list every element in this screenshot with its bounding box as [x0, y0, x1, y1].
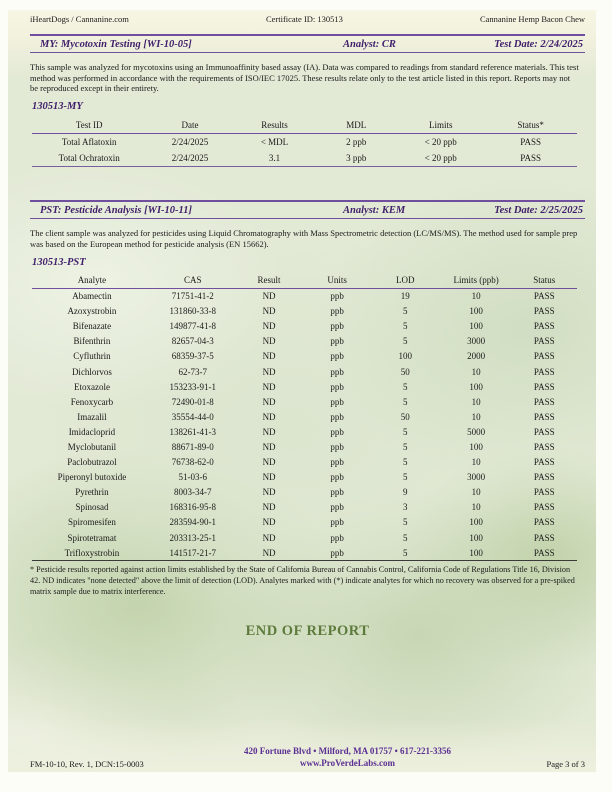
table-cell: ppb: [330, 411, 344, 422]
table-cell: ND: [262, 351, 276, 362]
table-header-row: [32, 117, 577, 134]
table-cell: 3: [403, 502, 408, 513]
table-cell: 203313-25-1: [169, 532, 217, 543]
table-cell: 100: [469, 306, 483, 317]
table-row: [32, 334, 577, 349]
table-cell: Cyfluthrin: [73, 351, 111, 362]
table-cell: 76738-62-0: [171, 457, 214, 468]
table-cell: PASS: [533, 396, 555, 407]
page-footer: [30, 745, 585, 769]
pesticide-results-table: [32, 272, 577, 562]
mycotoxin-section-title: MY: Mycotoxin Testing [WI-10-05]: [40, 39, 192, 50]
table-cell: 153233-91-1: [169, 381, 217, 392]
end-of-report-label: END OF REPORT: [245, 623, 370, 640]
table-column-header: Status*: [484, 117, 577, 134]
table-cell: 2 ppb: [346, 137, 367, 148]
table-cell: Piperonyl butoxide: [57, 472, 127, 483]
table-cell: 3.1: [234, 150, 316, 167]
table-cell: PASS: [533, 366, 555, 377]
table-row: [32, 485, 577, 500]
table-column-header: Test ID: [32, 117, 146, 134]
table-cell: 5: [403, 381, 408, 392]
table-row: [32, 394, 577, 409]
table-cell: PASS: [533, 306, 555, 317]
table-cell: 141517-21-7: [152, 545, 234, 561]
table-cell: 100: [469, 517, 483, 528]
table-cell: Bifenazate: [72, 321, 112, 332]
table-cell: ppb: [330, 351, 344, 362]
table-cell: Imazalil: [77, 411, 107, 422]
table-cell: ND: [262, 426, 276, 437]
table-row: [32, 304, 577, 319]
table-cell: ND: [262, 321, 276, 332]
table-cell: 35554-44-0: [171, 411, 214, 422]
table-cell: 138261-41-3: [169, 426, 217, 437]
table-row: [32, 349, 577, 364]
table-row: [32, 530, 577, 545]
table-row: [32, 288, 577, 304]
lab-contact-block: [200, 745, 495, 769]
table-row: [32, 455, 577, 470]
pesticide-sample-id: 130513-PST: [32, 256, 86, 268]
table-cell: < 20 ppb: [424, 137, 457, 148]
table-cell: PASS: [533, 457, 555, 468]
table-cell: Paclobutrazol: [67, 457, 117, 468]
table-cell: 3000: [467, 336, 486, 347]
table-cell: 2000: [467, 351, 486, 362]
table-cell: 100: [469, 381, 483, 392]
table-cell: ppb: [330, 426, 344, 437]
table-cell: 3000: [467, 472, 486, 483]
table-cell: 88671-89-0: [171, 442, 214, 452]
pesticide-analyst: Analyst: KEM: [343, 205, 406, 217]
table-cell: ND: [262, 291, 276, 302]
table-cell: ppb: [330, 502, 344, 513]
table-cell: ND: [262, 381, 276, 392]
table-cell: ND: [234, 545, 305, 561]
client-name: iHeartDogs / Cannanine.com: [30, 14, 129, 24]
table-cell: Abamectin: [72, 291, 112, 302]
table-cell: PASS: [533, 411, 555, 422]
table-cell: ND: [262, 366, 276, 377]
table-cell: 51-03-6: [178, 472, 208, 483]
table-cell: 2/24/2025: [146, 150, 233, 167]
table-cell: ND: [262, 472, 276, 483]
table-cell: 5: [403, 532, 408, 543]
certificate-id: Certificate ID: 130513: [265, 14, 343, 24]
table-cell: 8003-34-7: [174, 487, 212, 498]
table-cell: 149877-41-8: [169, 321, 217, 332]
table-cell: 283594-90-1: [169, 517, 217, 528]
page-header: [30, 14, 585, 24]
table-cell: 68359-37-5: [171, 351, 214, 362]
product-name: Cannanine Hemp Bacon Chew: [479, 14, 585, 24]
table-cell: Dichlorvos: [71, 366, 112, 377]
table-cell: 5: [403, 442, 408, 452]
table-cell: ppb: [304, 545, 369, 561]
pesticide-section-header: [30, 200, 585, 219]
table-row: [32, 424, 577, 439]
table-cell: PASS: [533, 351, 555, 362]
table-cell: PASS: [533, 472, 555, 483]
table-cell: PASS: [533, 502, 555, 513]
table-cell: Pyrethrin: [75, 487, 109, 498]
table-cell: PASS: [533, 487, 555, 498]
mycotoxin-analyst: Analyst: CR: [343, 39, 396, 50]
table-cell: Spinosad: [75, 502, 109, 513]
table-cell: PASS: [533, 532, 555, 543]
table-row: [32, 319, 577, 334]
document-control-number: FM-10-10, Rev. 1, DCN:15-0003: [30, 759, 144, 769]
table-cell: ppb: [330, 457, 344, 468]
table-cell: PASS: [533, 517, 555, 528]
table-cell: 50: [400, 366, 410, 377]
table-cell: ppb: [330, 381, 344, 392]
table-row: [32, 134, 577, 151]
table-cell: ND: [262, 396, 276, 407]
table-cell: ppb: [330, 291, 344, 302]
table-cell: ppb: [330, 532, 344, 543]
table-cell: Myclobutanil: [67, 442, 117, 452]
table-cell: 5: [403, 426, 408, 437]
table-cell: 131860-33-8: [169, 306, 217, 317]
table-cell: PASS: [533, 381, 555, 392]
table-cell: ppb: [330, 442, 344, 452]
table-row: [32, 379, 577, 394]
table-cell: PASS: [533, 291, 555, 302]
table-cell: 2/24/2025: [171, 137, 209, 148]
table-cell: 50: [400, 411, 410, 422]
table-cell: 5000: [467, 426, 486, 437]
table-row: [32, 515, 577, 530]
table-cell: 82657-04-3: [171, 336, 214, 347]
table-cell: Trifloxystrobin: [32, 545, 152, 561]
table-cell: Azoxystrobin: [67, 306, 117, 317]
table-column-header: Analyte: [32, 272, 152, 289]
table-cell: 5: [403, 336, 408, 347]
table-cell: ppb: [330, 366, 344, 377]
table-cell: ND: [262, 487, 276, 498]
table-cell: 71751-41-2: [171, 291, 214, 302]
table-row: [32, 500, 577, 515]
table-cell: PASS: [484, 150, 577, 167]
table-cell: 72490-01-8: [171, 396, 214, 407]
mycotoxin-test-date: Test Date: 2/24/2025: [494, 39, 583, 50]
table-cell: 10: [471, 487, 481, 498]
table-cell: 10: [471, 396, 481, 407]
table-cell: Spiromesifen: [67, 517, 116, 528]
table-cell: PASS: [512, 545, 577, 561]
table-cell: 5: [403, 396, 408, 407]
table-cell: Spirotetramat: [67, 532, 117, 543]
table-row: [32, 409, 577, 424]
table-column-header: MDL: [315, 117, 397, 134]
table-cell: 10: [471, 502, 481, 513]
table-cell: 10: [471, 411, 481, 422]
table-cell: 5: [403, 306, 408, 317]
table-cell: ND: [262, 532, 276, 543]
mycotoxin-results-table: [32, 117, 577, 167]
table-cell: 100: [469, 321, 483, 332]
table-cell: Fenoxycarb: [70, 396, 114, 407]
table-column-header: Date: [146, 117, 233, 134]
table-row: [32, 470, 577, 485]
table-cell: 100: [398, 351, 413, 362]
table-column-header: Status: [512, 272, 577, 289]
table-cell: 10: [471, 291, 481, 302]
lab-address: 420 Fortune Blvd • Milford, MA 01757 • 617-221-3356: [243, 745, 452, 756]
table-cell: Bifenthrin: [73, 336, 111, 347]
table-cell: ppb: [330, 396, 344, 407]
table-column-header: Results: [234, 117, 316, 134]
table-cell: ppb: [330, 336, 344, 347]
report-content: [30, 0, 585, 640]
table-cell: 100: [469, 532, 483, 543]
table-header-row: [32, 272, 577, 289]
table-cell: 62-73-7: [178, 366, 208, 377]
table-cell: ppb: [330, 306, 344, 317]
table-column-header: Result: [234, 272, 305, 289]
table-cell: ND: [262, 411, 276, 422]
table-cell: ND: [262, 502, 276, 513]
table-cell: 5: [370, 545, 441, 561]
table-cell: ND: [262, 306, 276, 317]
table-cell: 5: [403, 472, 408, 483]
table-column-header: LOD: [370, 272, 441, 289]
table-cell: 5: [403, 321, 408, 332]
table-cell: ND: [262, 517, 276, 528]
table-cell: ND: [262, 336, 276, 347]
table-cell: 100: [441, 545, 512, 561]
table-cell: ND: [262, 442, 276, 452]
table-cell: 5: [403, 457, 408, 468]
table-row: [32, 150, 577, 167]
table-cell: 168316-95-8: [169, 502, 217, 513]
table-cell: PASS: [533, 336, 555, 347]
table-row: [32, 439, 577, 454]
table-cell: 10: [471, 457, 481, 468]
pesticide-section-title: PST: Pesticide Analysis [WI-10-11]: [40, 205, 192, 217]
table-cell: PASS: [533, 442, 555, 452]
table-cell: 3 ppb: [315, 150, 397, 167]
table-cell: PASS: [533, 426, 555, 437]
table-column-header: CAS: [152, 272, 234, 289]
table-cell: Imidacloprid: [68, 426, 116, 437]
pesticide-footnote: * Pesticide results reported against action limits established by the State of California Bureau of Cannabis Control, California Code of Regulations Title 16, Division 42. ND indicates "none detected" above the limit of detection (LOD). Analytes marked with (*) indicate analytes for which no recovery was observed for a pre-spiked matrix sample due to matrix interference.: [30, 565, 575, 596]
table-cell: ppb: [330, 487, 344, 498]
table-cell: ND: [262, 457, 276, 468]
table-cell: < 20 ppb: [397, 150, 484, 167]
table-cell: Total Ochratoxin: [32, 150, 146, 167]
page-number: Page 3 of 3: [546, 759, 585, 769]
table-cell: < MDL: [260, 137, 289, 148]
pesticide-test-date: Test Date: 2/25/2025: [494, 205, 583, 217]
table-cell: Total Aflatoxin: [61, 137, 117, 148]
table-cell: ppb: [330, 472, 344, 483]
table-column-header: Limits (ppb): [441, 272, 512, 289]
table-cell: 9: [403, 487, 408, 498]
table-cell: PASS: [520, 137, 541, 148]
mycotoxin-section-header: [30, 34, 585, 53]
lab-website-link[interactable]: www.ProVerdeLabs.com: [300, 757, 395, 768]
table-column-header: Limits: [397, 117, 484, 134]
pesticide-method-description: The client sample was analyzed for pesticides using Liquid Chromatography with Mass Spectrometric detection (LC/MS/MS). The method used for sample prep was based on the European method for pesticide analysis (EN 15662).: [30, 228, 578, 249]
table-cell: ppb: [330, 517, 344, 528]
table-cell: 10: [471, 366, 481, 377]
table-cell: 100: [469, 442, 483, 452]
table-cell: PASS: [533, 321, 555, 332]
table-cell: 19: [400, 291, 410, 302]
table-row: [32, 545, 577, 561]
table-cell: ppb: [330, 321, 344, 332]
mycotoxin-method-description: This sample was analyzed for mycotoxins using an Immunoaffinity based assay (IA). Data was compared to readings from standard reference materials. This test method was performed in accordance with the requirements of ISO/IEC 17025. These results relate only to the test article listed in this report. Reports may not be reproduced except in their entirety.: [30, 62, 579, 94]
table-cell: 5: [403, 517, 408, 528]
table-column-header: Units: [304, 272, 369, 289]
mycotoxin-sample-id: 130513-MY: [32, 101, 83, 113]
table-row: [32, 364, 577, 379]
table-cell: Etoxazole: [73, 381, 110, 392]
